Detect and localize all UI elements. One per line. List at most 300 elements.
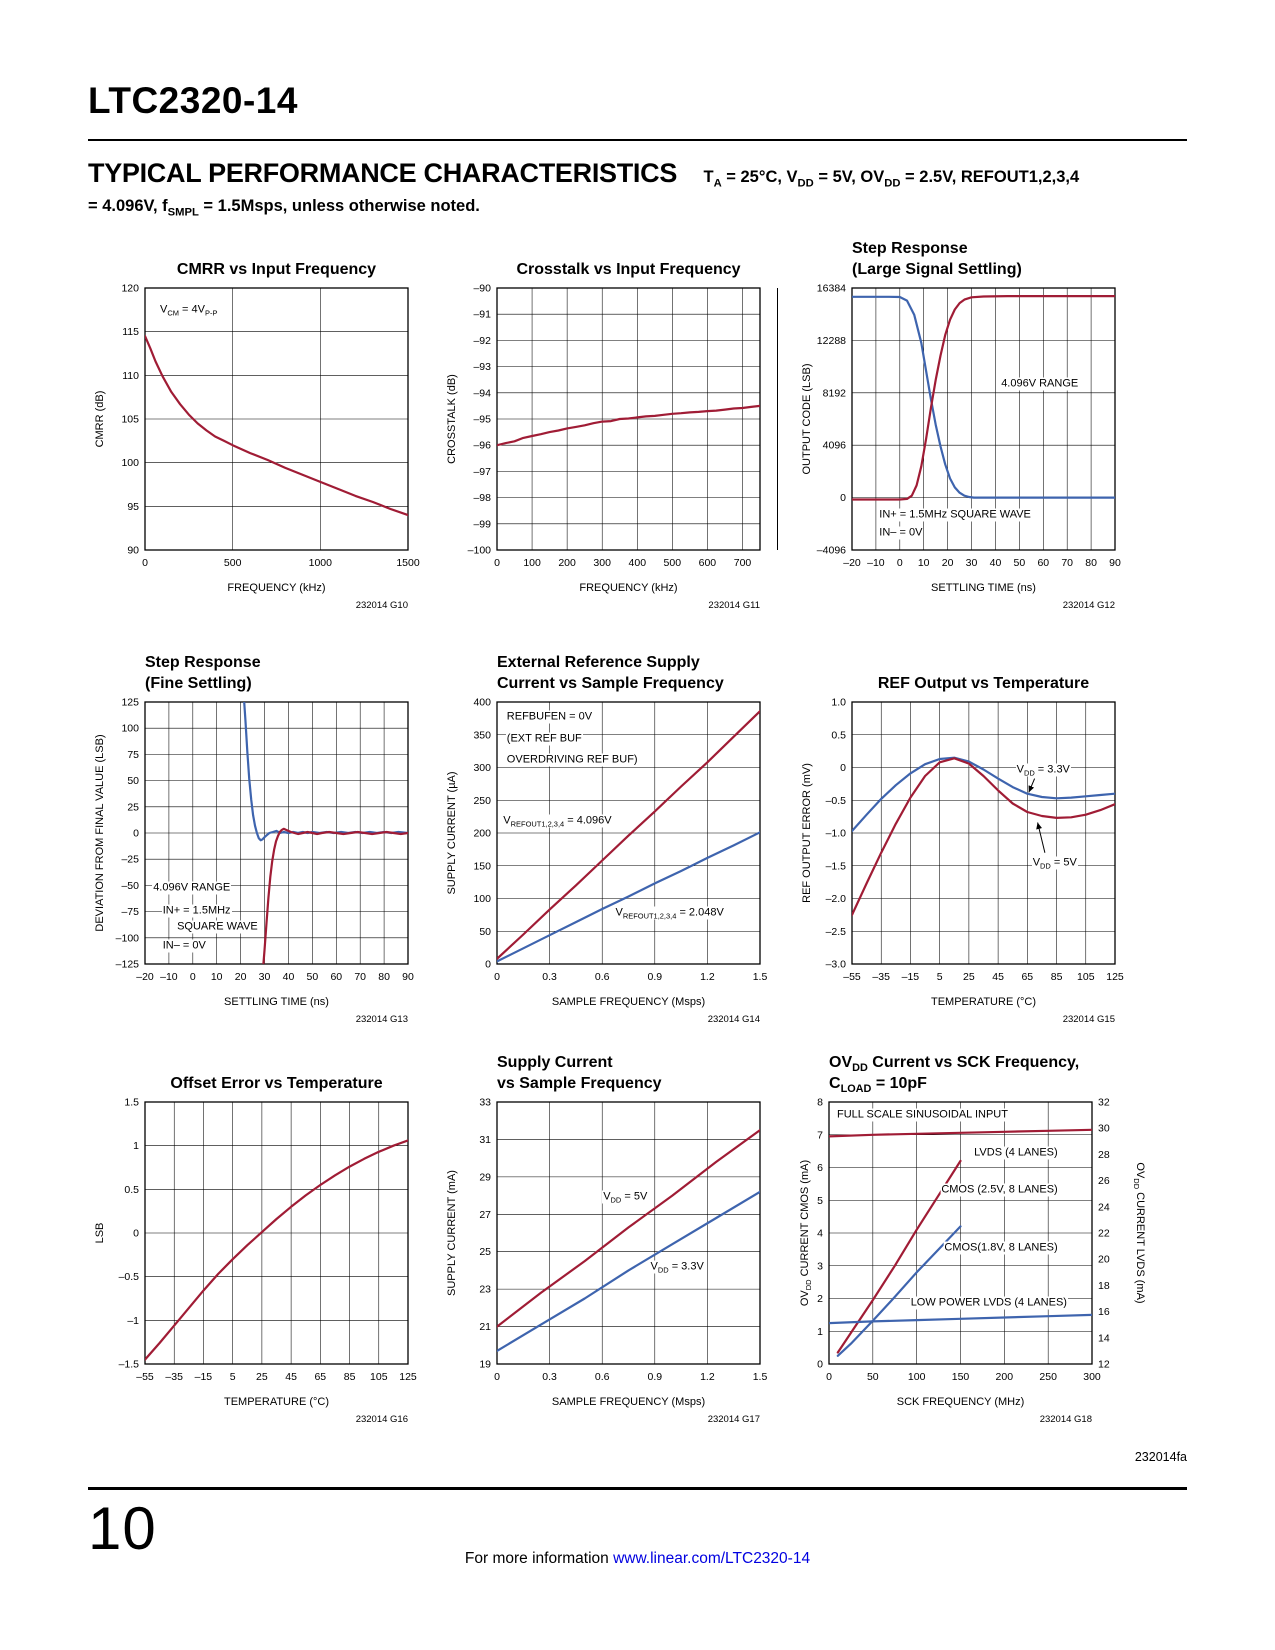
chart-title-line: External Reference Supply [497, 654, 700, 671]
svg-text:45: 45 [992, 971, 1004, 983]
svg-text:22: 22 [1098, 1227, 1110, 1240]
svg-text:70: 70 [1061, 557, 1074, 569]
plot-canvas [795, 694, 1150, 994]
x-tick-labels [843, 557, 1121, 569]
svg-text:125: 125 [399, 1371, 417, 1383]
svg-text:19: 19 [479, 1358, 491, 1371]
series-vdd-3-3v [497, 1192, 760, 1351]
svg-text:80: 80 [1085, 557, 1097, 569]
svg-text:85: 85 [343, 1371, 356, 1383]
plot-annotation: $V_{DD} = 5V$ [603, 1190, 648, 1206]
svg-text:50: 50 [127, 775, 139, 788]
plot-area [795, 280, 1150, 580]
svg-text:700: 700 [733, 557, 752, 569]
svg-text:12288: 12288 [816, 334, 846, 347]
y2-axis-label: $OV_{DD}$ CURRENT LVDS (mA) [1131, 1162, 1146, 1304]
svg-text:12: 12 [1098, 1358, 1110, 1371]
svg-text:1.5: 1.5 [124, 1096, 139, 1109]
x-tick-labels [494, 1371, 767, 1383]
y-tick-labels [468, 283, 492, 557]
svg-text:125: 125 [1106, 971, 1124, 983]
svg-text:500: 500 [663, 557, 682, 569]
svg-text:50: 50 [866, 1371, 879, 1383]
svg-text:–10: –10 [160, 971, 178, 983]
svg-text:5: 5 [817, 1194, 823, 1207]
plot-canvas [440, 1094, 795, 1394]
section-title: TYPICAL PERFORMANCE CHARACTERISTICS [88, 158, 678, 188]
plot-area [440, 1094, 795, 1394]
series-vdd-5v [497, 1130, 760, 1327]
svg-text:150: 150 [951, 1371, 970, 1383]
plot-area [88, 280, 443, 580]
svg-text:105: 105 [370, 1371, 388, 1383]
svg-text:18: 18 [1098, 1279, 1110, 1292]
svg-text:300: 300 [1083, 1371, 1101, 1383]
chart-title [497, 648, 760, 694]
svg-text:0.5: 0.5 [831, 729, 846, 742]
chart-offset-error-vs-temperature [88, 1048, 443, 1434]
svg-text:100: 100 [121, 457, 139, 470]
x-tick-labels [843, 971, 1124, 983]
plot-canvas [440, 694, 795, 994]
svg-text:28: 28 [1098, 1148, 1110, 1161]
svg-text:–1: –1 [127, 1314, 139, 1327]
chart-title-line: REF Output vs Temperature [877, 675, 1090, 692]
chart-cmrr-vs-input-frequency [88, 234, 443, 620]
x-axis-label: SAMPLE FREQUENCY (Msps) [551, 1396, 706, 1408]
gridlines [145, 1102, 408, 1364]
svg-text:45: 45 [285, 1371, 297, 1383]
svg-text:0: 0 [840, 492, 846, 505]
chart-code: 232014 G14 [707, 1014, 760, 1025]
chart-title [145, 1048, 408, 1094]
svg-text:–91: –91 [473, 308, 491, 321]
svg-text:4096: 4096 [822, 439, 846, 452]
svg-text:16384: 16384 [816, 282, 846, 295]
series-settling-from-below [263, 829, 408, 964]
svg-text:3: 3 [817, 1260, 823, 1273]
chart-title-line: Crosstalk vs Input Frequency [516, 261, 741, 278]
doc-revision-code: 232014fa [1134, 1450, 1187, 1464]
gridlines [145, 288, 408, 550]
chart-title-line: Supply Current [497, 1054, 613, 1071]
plot-annotation: FULL SCALE SINUSOIDAL INPUT [837, 1108, 1008, 1121]
x-tick-labels [142, 557, 420, 569]
plot-annotation: IN– = 0V [879, 526, 923, 539]
svg-text:40: 40 [989, 557, 1002, 569]
plot-area [440, 280, 795, 580]
svg-text:80: 80 [378, 971, 390, 983]
svg-text:0: 0 [494, 557, 500, 569]
svg-text:5: 5 [936, 971, 943, 983]
plot-canvas [440, 280, 795, 580]
chart-step-response-large-signal [795, 234, 1150, 620]
svg-text:10: 10 [917, 557, 930, 569]
x-axis-label: SETTLING TIME (ns) [931, 582, 1036, 594]
series-group [497, 406, 760, 445]
series-settling-from-above [244, 702, 408, 840]
plot-annotation: IN+ = 1.5MHz [162, 904, 231, 917]
svg-text:25: 25 [127, 801, 139, 814]
plot-canvas [88, 1094, 443, 1394]
annotation-arrow [1038, 823, 1045, 853]
svg-text:20: 20 [1098, 1253, 1110, 1266]
plot-annotation: $V_{DD} = 3.3V$ [650, 1260, 704, 1275]
chart-ovdd-current-vs-sck-frequency [795, 1048, 1150, 1434]
plot-annotation: IN+ = 1.5MHz SQUARE WAVE [879, 508, 1031, 521]
x-tick-labels [136, 971, 414, 983]
footer-rule [88, 1487, 1187, 1490]
svg-text:–15: –15 [194, 1371, 213, 1383]
chart-code: 232014 G10 [355, 600, 408, 611]
y-axis-label: $OV_{DD}$ CURRENT CMOS (mA) [799, 1159, 814, 1307]
svg-text:1.5: 1.5 [752, 971, 768, 983]
svg-text:1000: 1000 [308, 557, 332, 569]
svg-text:–75: –75 [121, 906, 139, 919]
svg-text:2: 2 [817, 1293, 823, 1305]
svg-text:90: 90 [402, 971, 414, 983]
svg-text:–100: –100 [467, 544, 491, 557]
svg-text:0.9: 0.9 [647, 1371, 663, 1383]
svg-text:–99: –99 [473, 518, 491, 531]
svg-text:26: 26 [1098, 1175, 1110, 1188]
svg-text:200: 200 [558, 557, 576, 569]
plot-annotation: $V_{DD} = 5V$ [1032, 856, 1077, 871]
plot-area [88, 1094, 443, 1394]
svg-text:115: 115 [122, 326, 139, 339]
footer-info [0, 1550, 1275, 1568]
series-group [852, 758, 1115, 915]
series-group [145, 1140, 408, 1359]
y-tick-labels [479, 1097, 491, 1371]
chart-crosstalk-vs-input-frequency [440, 234, 795, 620]
svg-text:–2.5: –2.5 [825, 925, 846, 938]
x-axis-label: SETTLING TIME (ns) [224, 996, 329, 1008]
y-tick-labels [119, 1097, 140, 1371]
svg-text:29: 29 [479, 1171, 491, 1184]
svg-text:0: 0 [494, 1371, 500, 1383]
series-vrefout1-2-3-4-4-096v [497, 711, 760, 959]
series-vdd-3-3v [852, 758, 1115, 831]
svg-text:0: 0 [826, 1371, 832, 1383]
section-header [88, 158, 1198, 189]
plot-frame [497, 1102, 760, 1364]
svg-text:1.2: 1.2 [700, 1371, 715, 1383]
svg-text:0: 0 [840, 762, 846, 774]
svg-text:105: 105 [121, 413, 139, 426]
chart-code: 232014 G12 [1062, 600, 1115, 611]
svg-text:100: 100 [473, 893, 491, 905]
x-axis-label: SAMPLE FREQUENCY (Msps) [551, 996, 706, 1008]
svg-text:–125: –125 [115, 958, 139, 971]
y-tick-labels [473, 697, 491, 971]
svg-text:–0.5: –0.5 [118, 1271, 139, 1284]
svg-text:1.5: 1.5 [752, 1371, 768, 1383]
svg-text:100: 100 [121, 722, 139, 735]
svg-text:6: 6 [817, 1162, 823, 1174]
x-axis-label: FREQUENCY (kHz) [227, 582, 326, 594]
chart-code: 232014 G11 [708, 600, 760, 611]
svg-text:–1.0: –1.0 [825, 827, 846, 840]
svg-text:120: 120 [121, 282, 139, 295]
svg-text:27: 27 [479, 1208, 491, 1221]
series-vrefout1-2-3-4-2-048v [497, 832, 760, 961]
svg-text:90: 90 [127, 544, 139, 557]
svg-text:400: 400 [628, 557, 647, 569]
svg-text:–15: –15 [901, 971, 920, 983]
svg-text:–35: –35 [872, 971, 890, 983]
svg-text:8: 8 [817, 1096, 823, 1109]
series-vdd-5v [852, 758, 1115, 915]
chart-title-line: (Fine Settling) [145, 675, 252, 692]
annotation-arrow [1029, 779, 1035, 793]
chart-title [852, 648, 1115, 694]
y-tick-labels [121, 283, 139, 557]
y-tick-labels [817, 1097, 823, 1371]
svg-text:0.5: 0.5 [124, 1183, 139, 1196]
svg-text:–95: –95 [473, 413, 491, 426]
svg-text:20: 20 [234, 971, 247, 983]
svg-text:8192: 8192 [822, 387, 846, 400]
chart-title-line: $OV_{DD}$ Current vs SCK Frequency, [829, 1054, 1080, 1075]
chart-code: 232014 G17 [707, 1414, 760, 1425]
y-axis-label: CMRR (dB) [94, 390, 106, 448]
x-axis-label: TEMPERATURE (°C) [930, 996, 1037, 1008]
y-axis-label: LSB [94, 1222, 106, 1244]
plot-annotation: 4.096V RANGE [153, 881, 231, 893]
svg-text:0.3: 0.3 [542, 1371, 557, 1383]
plot-area [795, 694, 1150, 994]
series-crosstalk [497, 406, 760, 445]
chart-title-line: CMRR vs Input Frequency [176, 261, 377, 278]
header-rule [88, 139, 1187, 141]
svg-text:–100: –100 [115, 932, 139, 945]
svg-text:250: 250 [1039, 1371, 1057, 1383]
chart-title [145, 648, 408, 694]
plot-annotation: $V_{DD} = 3.3V$ [1016, 763, 1070, 778]
plot-annotation: 4.096V RANGE [1001, 377, 1079, 390]
svg-text:–35: –35 [165, 1371, 183, 1383]
conditions-line2: = 4.096V, $f_{SMPL}$ = 1.5Msps, unless otherwise noted. [88, 197, 480, 219]
svg-text:65: 65 [314, 1371, 327, 1383]
chart-title-line: $C_{LOAD} = 10pF$ [829, 1075, 927, 1096]
svg-text:32: 32 [1098, 1096, 1110, 1109]
plot-area [440, 694, 795, 994]
svg-text:–93: –93 [473, 361, 491, 374]
svg-text:90: 90 [1109, 557, 1121, 569]
plot-canvas [795, 280, 1150, 580]
plot-annotation: LOW POWER LVDS (4 LANES) [910, 1296, 1067, 1309]
plot-area [88, 694, 443, 994]
plot-canvas [88, 694, 443, 994]
y-tick-labels [826, 697, 847, 971]
svg-text:60: 60 [1037, 557, 1050, 569]
svg-text:–55: –55 [843, 971, 861, 983]
svg-text:–4096: –4096 [816, 544, 846, 557]
svg-text:–97: –97 [473, 465, 491, 478]
y-axis-label: SUPPLY CURRENT (µA) [446, 771, 458, 895]
page-number: 10 [88, 1495, 157, 1562]
y2-tick-labels [1098, 1097, 1110, 1371]
footer-info-text: For more information [464, 1550, 614, 1567]
svg-text:110: 110 [122, 369, 139, 382]
svg-text:350: 350 [473, 729, 491, 742]
svg-text:150: 150 [473, 860, 491, 873]
svg-text:–20: –20 [136, 971, 154, 983]
svg-text:–25: –25 [121, 853, 139, 866]
svg-text:0: 0 [133, 1227, 139, 1240]
series-group [145, 336, 408, 515]
svg-text:100: 100 [907, 1371, 926, 1383]
x-axis-label: FREQUENCY (kHz) [579, 582, 678, 594]
svg-text:30: 30 [1098, 1122, 1110, 1135]
svg-text:31: 31 [479, 1133, 491, 1146]
y-axis-label: OUTPUT CODE (LSB) [801, 363, 813, 475]
svg-text:4: 4 [817, 1227, 823, 1240]
chart-ext-ref-supply-current [440, 648, 795, 1034]
plot-annotation: CMOS (2.5V, 8 LANES) [941, 1183, 1058, 1196]
svg-text:–2.0: –2.0 [825, 893, 846, 905]
svg-text:250: 250 [473, 794, 491, 807]
svg-text:14: 14 [1098, 1332, 1110, 1345]
svg-text:16: 16 [1098, 1306, 1110, 1319]
chart-title-line: Step Response [145, 654, 261, 671]
y-axis-label: SUPPLY CURRENT (mA) [446, 1170, 458, 1296]
svg-text:–98: –98 [473, 492, 491, 505]
conditions-line1: $T_A = 25^\circ C$, $V_{DD} = 5V$, $OV_{DD} = 2.5V$, REFOUT1,2,3,4 [703, 168, 1080, 190]
svg-text:25: 25 [963, 971, 975, 983]
svg-text:600: 600 [698, 557, 717, 569]
svg-text:25: 25 [256, 1371, 268, 1383]
svg-text:1: 1 [133, 1140, 139, 1153]
y-tick-labels [116, 697, 140, 971]
svg-text:25: 25 [479, 1246, 491, 1259]
svg-text:–55: –55 [136, 1371, 154, 1383]
chart-title [852, 234, 1115, 280]
series-group [244, 702, 408, 964]
svg-text:24: 24 [1098, 1201, 1110, 1214]
svg-text:70: 70 [354, 971, 367, 983]
svg-text:95: 95 [127, 500, 139, 513]
svg-text:–0.5: –0.5 [825, 794, 846, 807]
plot-annotation: $V_{CM} = 4V_{P-P}$ [160, 303, 218, 318]
chart-title-line: (Large Signal Settling) [852, 261, 1022, 278]
svg-text:–10: –10 [867, 557, 885, 569]
x-tick-labels [494, 557, 751, 569]
plot-area [795, 1094, 1150, 1394]
svg-text:–96: –96 [473, 439, 491, 452]
svg-text:0: 0 [133, 827, 139, 840]
svg-text:10: 10 [210, 971, 223, 983]
chart-title-line: Offset Error vs Temperature [170, 1075, 383, 1092]
plot-annotation: REFBUFEN = 0V [506, 710, 593, 723]
svg-text:60: 60 [330, 971, 343, 983]
chart-title [145, 234, 408, 280]
svg-text:85: 85 [1050, 971, 1063, 983]
series-cmrr [145, 336, 408, 515]
svg-text:1: 1 [817, 1325, 823, 1338]
svg-text:30: 30 [965, 557, 978, 569]
column-divider [777, 288, 778, 550]
chart-code: 232014 G15 [1062, 1014, 1115, 1025]
chart-title-line: Step Response [852, 240, 968, 257]
svg-text:300: 300 [473, 762, 491, 774]
plot-annotation: IN– = 0V [162, 939, 206, 952]
linear-website-link[interactable]: www.linear.com/LTC2320-14 [613, 1550, 811, 1567]
plot-annotation: LVDS (4 LANES) [974, 1146, 1058, 1159]
svg-text:50: 50 [479, 925, 491, 938]
chart-title [497, 234, 760, 280]
svg-text:–20: –20 [843, 557, 861, 569]
svg-text:0.3: 0.3 [542, 971, 557, 983]
chart-supply-current-vs-sample-frequency [440, 1048, 795, 1434]
svg-text:75: 75 [127, 748, 139, 761]
series-rising-input [852, 296, 1115, 499]
svg-text:1500: 1500 [396, 557, 420, 569]
y-tick-labels [817, 283, 846, 557]
chart-code: 232014 G16 [355, 1414, 408, 1425]
series-group [852, 296, 1115, 499]
svg-text:–94: –94 [473, 387, 491, 400]
svg-text:–1.5: –1.5 [118, 1358, 139, 1371]
svg-text:5: 5 [229, 1371, 236, 1383]
chart-code: 232014 G18 [1039, 1414, 1092, 1425]
plot-annotation: CMOS(1.8V, 8 LANES) [944, 1241, 1058, 1254]
svg-text:0.6: 0.6 [594, 1371, 610, 1383]
svg-text:125: 125 [121, 696, 139, 709]
y-axis-label: REF OUTPUT ERROR (mV) [801, 763, 813, 903]
y-axis-label: DEVIATION FROM FINAL VALUE (LSB) [94, 734, 106, 932]
series-group [497, 711, 760, 961]
svg-text:23: 23 [479, 1283, 491, 1296]
svg-text:33: 33 [479, 1096, 491, 1109]
svg-text:400: 400 [473, 696, 491, 709]
svg-text:40: 40 [282, 971, 295, 983]
svg-text:200: 200 [473, 827, 491, 840]
plot-canvas [88, 280, 443, 580]
chart-title-line: vs Sample Frequency [497, 1075, 662, 1092]
series-cmos-1-8v-8-lanes [838, 1226, 961, 1355]
svg-text:–92: –92 [473, 334, 491, 347]
svg-text:–90: –90 [473, 282, 491, 295]
plot-annotation: (EXT REF BUF [506, 732, 582, 745]
svg-text:1.2: 1.2 [700, 971, 715, 983]
svg-text:50: 50 [1013, 557, 1026, 569]
svg-text:0: 0 [189, 971, 196, 983]
svg-text:1.0: 1.0 [831, 696, 846, 709]
svg-text:0.9: 0.9 [647, 971, 663, 983]
chart-title [497, 1048, 760, 1094]
chart-title [829, 1048, 1092, 1094]
svg-text:105: 105 [1077, 971, 1095, 983]
x-tick-labels [494, 971, 767, 983]
svg-text:65: 65 [1021, 971, 1034, 983]
part-number-title: LTC2320-14 [88, 80, 298, 121]
svg-text:–1.5: –1.5 [825, 860, 846, 873]
chart-ref-output-vs-temperature [795, 648, 1150, 1034]
chart-title-line: Current vs Sample Frequency [497, 675, 724, 692]
plot-annotation: $V_{REFOUT1,2,3,4} = 2.048V$ [615, 906, 724, 921]
plot-annotation: OVERDRIVING REF BUF) [506, 753, 638, 766]
svg-text:100: 100 [523, 557, 541, 569]
svg-text:–3.0: –3.0 [825, 958, 846, 971]
svg-text:21: 21 [479, 1321, 491, 1334]
svg-text:0: 0 [817, 1358, 823, 1371]
svg-text:50: 50 [306, 971, 319, 983]
svg-text:0: 0 [494, 971, 500, 983]
x-tick-labels [136, 1371, 417, 1383]
series-falling-input [852, 297, 1115, 498]
